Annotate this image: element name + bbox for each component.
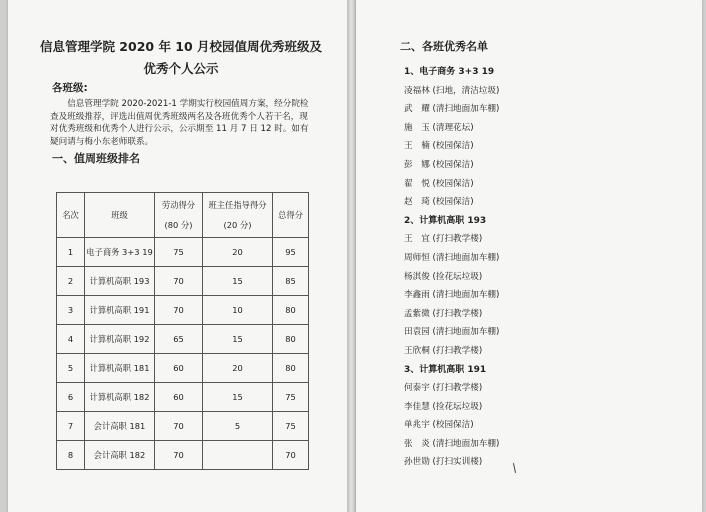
cell-labor: 65	[155, 325, 203, 354]
cell-rank: 7	[57, 412, 85, 441]
cell-rank: 3	[57, 296, 85, 325]
list-item: 田袁园 (清扫地面加车棚)	[404, 327, 500, 338]
cell-teacher: 10	[203, 296, 273, 325]
honor-list	[404, 63, 694, 472]
cell-rank: 8	[57, 441, 85, 470]
cell-teacher	[203, 441, 273, 470]
cell-class: 计算机高职 182	[85, 383, 155, 412]
title-line-2: 优秀个人公示	[143, 61, 219, 76]
list-item: 孟紫微 (打扫教学楼)	[404, 308, 483, 319]
table-row	[57, 267, 309, 296]
table-row	[57, 296, 309, 325]
cell-rank: 4	[57, 325, 85, 354]
cell-rank: 6	[57, 383, 85, 412]
cell-total: 80	[273, 325, 309, 354]
page-gutter	[347, 0, 356, 512]
header-rank: 名次	[57, 193, 85, 238]
cell-teacher: 15	[203, 383, 273, 412]
cell-labor: 75	[155, 238, 203, 267]
cell-labor: 70	[155, 296, 203, 325]
class-subheading: 2、计算机高职 193	[404, 215, 487, 226]
table-row	[57, 412, 309, 441]
list-item: 李佳慧 (捡花坛垃圾)	[404, 401, 483, 412]
title-line-1: 信息管理学院 2020 年 10 月校园值周优秀班级及	[39, 39, 323, 54]
list-item: 施 玉 (清理花坛)	[404, 122, 474, 133]
table-row	[57, 325, 309, 354]
salutation: 各班级:	[52, 82, 88, 94]
header-teacher: 班主任指导得分 (20 分)	[203, 193, 273, 238]
table-row	[57, 354, 309, 383]
cell-labor: 70	[155, 267, 203, 296]
cell-class: 会计高职 182	[85, 441, 155, 470]
cell-total: 95	[273, 238, 309, 267]
cell-teacher: 20	[203, 354, 273, 383]
cell-class: 计算机高职 181	[85, 354, 155, 383]
list-item: 何泰宇 (打扫教学楼)	[404, 383, 483, 394]
left-page	[8, 0, 347, 512]
cell-labor: 60	[155, 383, 203, 412]
cell-rank: 1	[57, 238, 85, 267]
cell-teacher: 15	[203, 325, 273, 354]
header-total: 总得分	[273, 193, 309, 238]
cell-teacher: 5	[203, 412, 273, 441]
cell-total: 70	[273, 441, 309, 470]
list-item: 周师恒 (清扫地面加车棚)	[404, 252, 500, 263]
cell-labor: 70	[155, 412, 203, 441]
cell-rank: 5	[57, 354, 85, 383]
section-heading-honor-list: 二、各班优秀名单	[400, 40, 488, 53]
ranking-table	[56, 192, 309, 470]
cell-total: 80	[273, 296, 309, 325]
header-labor: 劳动得分 (80 分)	[155, 193, 203, 238]
announcement-body: 信息管理学院 2020-2021-1 学期实行校园值周方案，经分院检查及班级推荐，评选出值周优秀班级两名及各班优秀个人若干名，现对优秀班级和优秀个人进行公示，公示期至 11 月 7 日 12 时。如有疑问请与梅小东老师联系。	[50, 99, 309, 147]
list-item: 王 楠 (校园保洁)	[404, 141, 474, 152]
cell-labor: 70	[155, 441, 203, 470]
list-item: 李鑫雨 (清扫地面加车棚)	[404, 290, 500, 301]
list-item: 武 耀 (清扫地面加车棚)	[404, 104, 500, 115]
list-item: 单兆宇 (校园保洁)	[404, 420, 474, 431]
list-item: 翟 悦 (校园保洁)	[404, 178, 474, 189]
document-title	[36, 36, 326, 80]
class-subheading: 1、电子商务 3+3 19	[404, 67, 495, 77]
list-item: 杨淇俊 (捡花坛垃圾)	[404, 271, 483, 282]
class-subheading: 3、计算机高职 191	[404, 364, 487, 375]
header-class: 班级	[85, 193, 155, 238]
cell-class: 会计高职 181	[85, 412, 155, 441]
cell-rank: 2	[57, 267, 85, 296]
cell-class: 计算机高职 193	[85, 267, 155, 296]
list-item: 赵 琦 (校园保洁)	[404, 197, 474, 208]
table-row	[57, 238, 309, 267]
list-item: 凌福林 (扫地，清洁垃圾)	[404, 85, 500, 96]
cell-labor: 60	[155, 354, 203, 383]
cell-class: 计算机高职 192	[85, 325, 155, 354]
cell-total: 75	[273, 383, 309, 412]
cell-total: 80	[273, 354, 309, 383]
cell-total: 75	[273, 412, 309, 441]
section-heading-ranking: 一、值周班级排名	[52, 152, 140, 165]
cell-class: 电子商务 3+3 19	[85, 238, 155, 267]
cell-total: 85	[273, 267, 309, 296]
list-item: 王 宜 (打扫教学楼)	[404, 234, 483, 245]
right-page	[356, 0, 702, 512]
table-row	[57, 441, 309, 470]
cell-teacher: 20	[203, 238, 273, 267]
cell-class: 计算机高职 191	[85, 296, 155, 325]
list-item: 张 炎 (清扫地面加车棚)	[404, 438, 500, 449]
list-item: 孙世勋 (打扫实训楼)	[404, 457, 483, 468]
table-row	[57, 383, 309, 412]
table-header-row	[57, 193, 309, 238]
list-item: 彭 娜 (校园保洁)	[404, 159, 474, 170]
list-item: 王欣桐 (打扫教学楼)	[404, 345, 483, 356]
cell-teacher: 15	[203, 267, 273, 296]
